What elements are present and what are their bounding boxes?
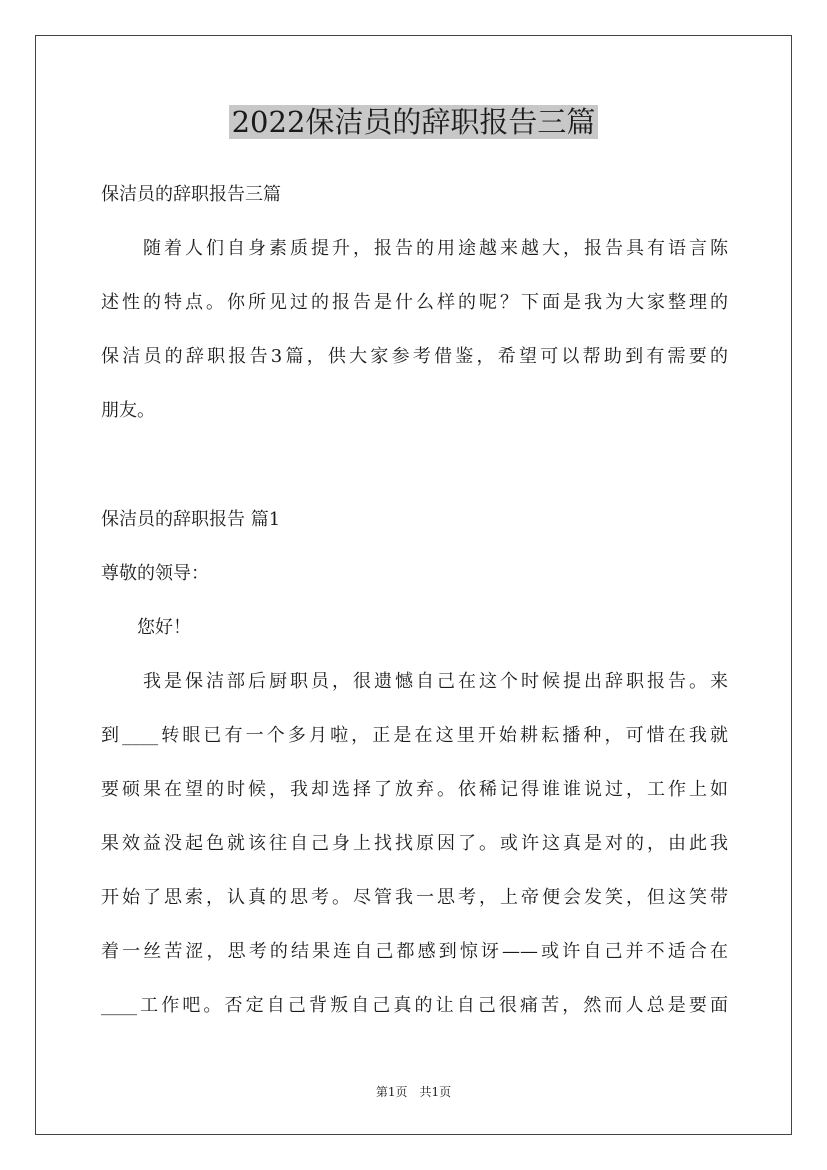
intro-line: 随着人们自身素质提升，报告的用途越来越大，报告具有语言陈 (101, 238, 728, 259)
body-line: 到____转眼已有一个多月啦，正是在这里开始耕耘播种，可惜在我就 (101, 725, 728, 746)
intro-line: 述性的特点。你所见过的报告是什么样的呢？下面是我为大家整理的 (101, 292, 728, 313)
body-line: 开始了思索，认真的思考。尽管我一思考，上帝便会发笑，但这笑带 (101, 887, 728, 908)
page-footer: 第1页 共1页 (375, 1085, 452, 1099)
body-line: 我是保洁部后厨职员，很遗憾自己在这个时候提出辞职报告。来 (101, 671, 728, 692)
intro-line: 保洁员的辞职报告3篇，供大家参考借鉴，希望可以帮助到有需要的 (101, 346, 728, 367)
body-line: 果效益没起色就该往自己身上找找原因了。或许这真是对的，由此我 (101, 833, 728, 854)
salutation: 尊敬的领导： (101, 563, 209, 584)
subtitle: 保洁员的辞职报告三篇 (101, 184, 281, 205)
document-title: 2022保洁员的辞职报告三篇 (0, 102, 827, 142)
body-line: 要硕果在望的时候，我却选择了放弃。依稀记得谁谁说过，工作上如 (101, 779, 728, 800)
intro-line: 朋友。 (101, 400, 155, 421)
greeting: 您好！ (101, 617, 191, 638)
section-heading: 保洁员的辞职报告 篇1 (101, 509, 281, 530)
body-line: 着一丝苦涩，思考的结果连自己都感到惊讶——或许自己并不适合在 (101, 941, 728, 962)
body-line: ____工作吧。否定自己背叛自己真的让自己很痛苦，然而人总是要面 (101, 995, 728, 1016)
